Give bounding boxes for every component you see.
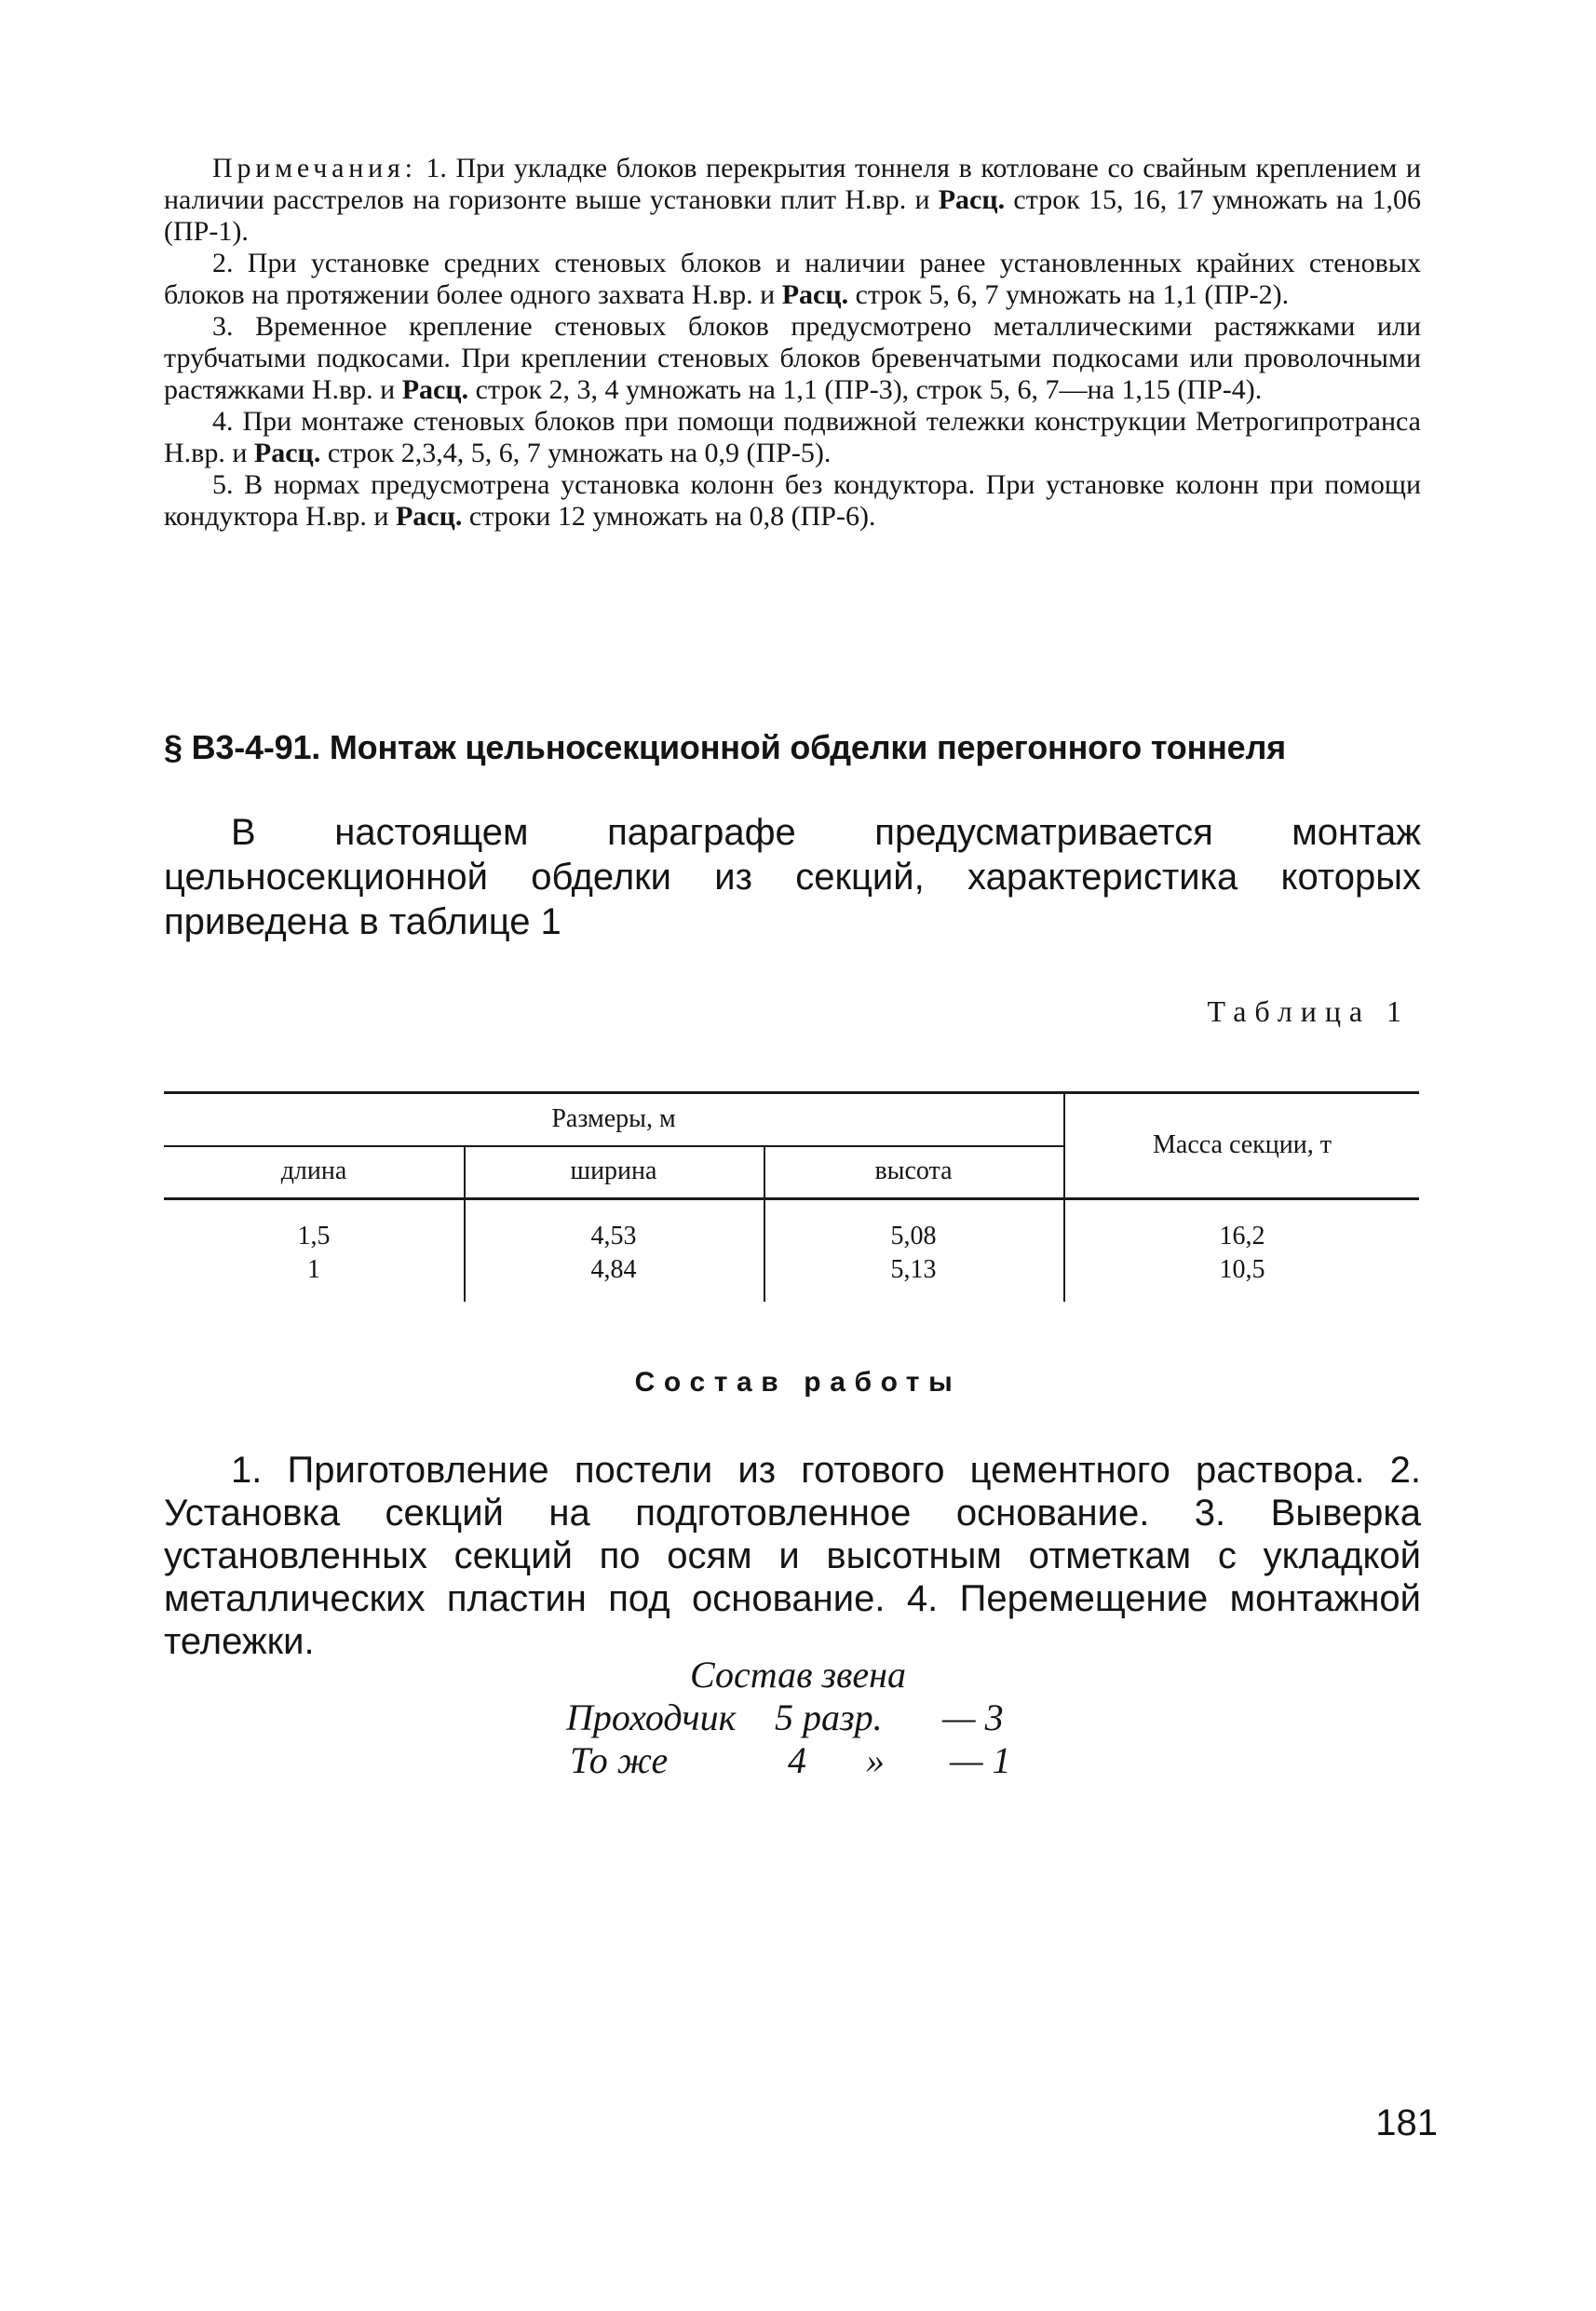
page-number: 181 <box>1375 2102 1438 2143</box>
note-2-bold: Расц. <box>781 279 849 310</box>
crew-row-1-grade: 5 разр. <box>775 1696 883 1738</box>
crew-row-2 <box>0 1739 1596 1782</box>
note-5 <box>164 469 1421 533</box>
table-cell: 1 <box>307 1255 320 1284</box>
crew-row-2-count: — 1 <box>950 1739 1011 1781</box>
note-3-end: строк 2, 3, 4 умножать на 1,1 (ПР-3), строк 5, 6, 7—на 1,15 (ПР-4). <box>475 374 1263 405</box>
crew-row-2-grade: 4 <box>788 1739 806 1781</box>
work-text: 1. Приготовление постели из готового цементного раствора. 2. Установка секций на подготовленное основание. 3. Выверка установленных секций по осям и высотным отметкам с укладкой металлических пластин под основание. 4. Перемещение монтажной тележки. <box>164 1450 1421 1662</box>
note-1-bold: Расц. <box>938 184 1006 215</box>
note-2-end: строк 5, 6, 7 умножать на 1,1 (ПР-2). <box>855 279 1290 310</box>
work-title: Состав работы <box>634 1367 962 1398</box>
crew-row-1-name: Проходчик <box>566 1696 737 1738</box>
table-group-header: Размеры, м <box>551 1104 676 1133</box>
crew-row-2-ditto: » <box>866 1739 885 1781</box>
note-4-end: строк 2,3,4, 5, 6, 7 умножать на 0,9 (ПР-5). <box>327 438 832 468</box>
notes-block <box>164 153 1421 533</box>
table-cell: 1,5 <box>297 1222 331 1250</box>
note-1-end: строк 15, 16, 17 умножать на 1,06 (ПР-1). <box>164 184 1421 247</box>
table-col-height: высота <box>874 1156 953 1185</box>
table-col-width: ширина <box>570 1156 657 1185</box>
note-4-bold: Расц. <box>253 438 321 468</box>
note-5-end: строки 12 умножать на 0,8 (ПР-6). <box>468 501 876 532</box>
note-2-text: 2. При установке средних стеновых блоков и наличии ранее установленных крайних стеновых блоков на протяжении более одного захвата Н.вр. и <box>164 248 1421 310</box>
crew-row-1-count: — 3 <box>942 1696 1004 1738</box>
table-cell: 5,13 <box>890 1255 937 1284</box>
crew-block <box>0 1654 1596 1782</box>
table-cell: 4,53 <box>590 1222 637 1250</box>
note-1 <box>164 153 1421 248</box>
table-top-rule <box>164 1091 1419 1094</box>
note-3-text: 3. Временное крепление стеновых блоков предусмотрено металлическими растяжками или трубчатыми подкосами. При креплении стеновых блоков бревенчатыми подкосами или проволочными растяжками Н.вр. и <box>164 311 1421 405</box>
table-cell: 16,2 <box>1219 1222 1265 1250</box>
sections-table <box>164 1091 1419 1302</box>
note-1-text: 1. При укладке блоков перекрытия тоннеля в котловане со свайным креплением и наличии расстрелов на горизонте выше установки плит Н.вр. и <box>164 153 1421 215</box>
note-4 <box>164 406 1421 469</box>
section-heading: § В3-4-91. Монтаж цельносекционной обделки перегонного тоннеля <box>164 728 1286 766</box>
table-cell: 10,5 <box>1219 1255 1265 1284</box>
section-intro: В настоящем параграфе предусматривается монтаж цельносекционной обделки из секций, характеристика которых приведена в таблице 1 <box>164 812 1421 942</box>
table-col-mass: Масса секции, т <box>1153 1130 1332 1159</box>
note-3 <box>164 311 1421 406</box>
note-3-bold: Расц. <box>401 374 469 405</box>
note-5-bold: Расц. <box>395 501 463 532</box>
table-cell: 4,84 <box>590 1255 637 1284</box>
table-col-length: длина <box>280 1156 347 1185</box>
note-4-text: 4. При монтаже стеновых блоков при помощи подвижной тележки конструкции Метрогипротранса Н.вр. и <box>164 406 1421 468</box>
note-2 <box>164 248 1421 311</box>
crew-row-2-name: То же <box>570 1739 669 1781</box>
table-caption: Таблица 1 <box>1207 994 1410 1028</box>
crew-title: Состав звена <box>689 1654 906 1696</box>
table-cell: 5,08 <box>890 1222 937 1250</box>
table-sub-rule <box>164 1145 1063 1147</box>
note-5-text: 5. В нормах предусмотрена установка колонн без кондуктора. При установке колонн при помощи кондуктора Н.вр. и <box>164 469 1421 532</box>
table-header-rule <box>164 1197 1419 1200</box>
crew-row-1 <box>0 1696 1596 1739</box>
notes-label: Примечания: <box>212 153 417 183</box>
